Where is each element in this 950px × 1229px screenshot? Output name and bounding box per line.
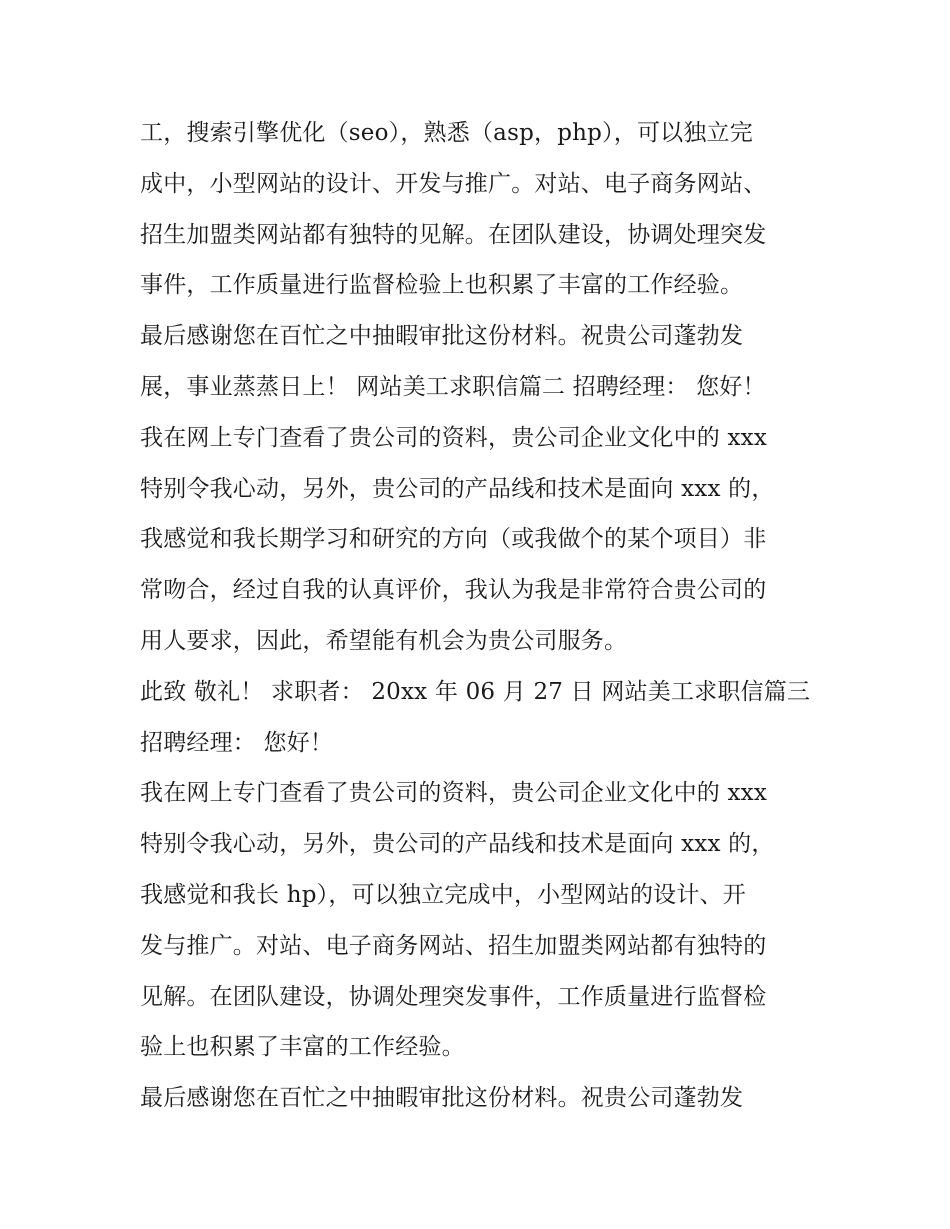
text-line: 发与推广。对站、电子商务网站、招生加盟类网站都有独特的 — [140, 932, 767, 959]
text-line: 我在网上专门查看了贵公司的资料，贵公司企业文化中的 xxx — [140, 424, 768, 451]
text-line: 特别令我心动，另外，贵公司的产品线和技术是面向 xxx 的， — [140, 475, 775, 502]
text-line: 验上也积累了丰富的工作经验。 — [140, 1034, 465, 1061]
text-line: 我在网上专门查看了贵公司的资料，贵公司企业文化中的 xxx — [140, 780, 768, 807]
text-line: 用人要求，因此，希望能有机会为贵公司服务。 — [140, 627, 628, 654]
text-line: 我感觉和我长期学习和研究的方向（或我做个的某个项目）非 — [140, 526, 767, 553]
text-line: 见解。在团队建设，协调处理突发事件，工作质量进行监督检 — [140, 983, 767, 1010]
text-line: 常吻合，经过自我的认真评价，我认为我是非常符合贵公司的 — [140, 577, 767, 604]
text-line: 成中，小型网站的设计、开发与推广。对站、电子商务网站、 — [140, 170, 767, 197]
text-line: 特别令我心动，另外，贵公司的产品线和技术是面向 xxx 的， — [140, 831, 775, 858]
text-line: 事件，工作质量进行监督检验上也积累了丰富的工作经验。 — [140, 272, 744, 299]
text-line: 最后感谢您在百忙之中抽暇审批这份材料。祝贵公司蓬勃发 — [140, 1085, 744, 1112]
document-body — [140, 108, 820, 1124]
text-line: 招生加盟类网站都有独特的见解。在团队建设，协调处理突发 — [140, 221, 767, 248]
text-line: 招聘经理： 您好！ — [140, 729, 334, 756]
text-line: 展，事业蒸蒸日上！ 网站美工求职信篇二 招聘经理： 您好！ — [140, 373, 766, 400]
text-line: 我感觉和我长 hp），可以独立完成中，小型网站的设计、开 — [140, 881, 746, 908]
text-line: 此致 敬礼！ 求职者： 20xx 年 06 月 27 日 网站美工求职信篇三 — [140, 678, 811, 705]
text-line: 最后感谢您在百忙之中抽暇审批这份材料。祝贵公司蓬勃发 — [140, 323, 744, 350]
text-line: 工，搜索引擎优化（seo），熟悉（asp，php），可以独立完 — [140, 120, 753, 146]
